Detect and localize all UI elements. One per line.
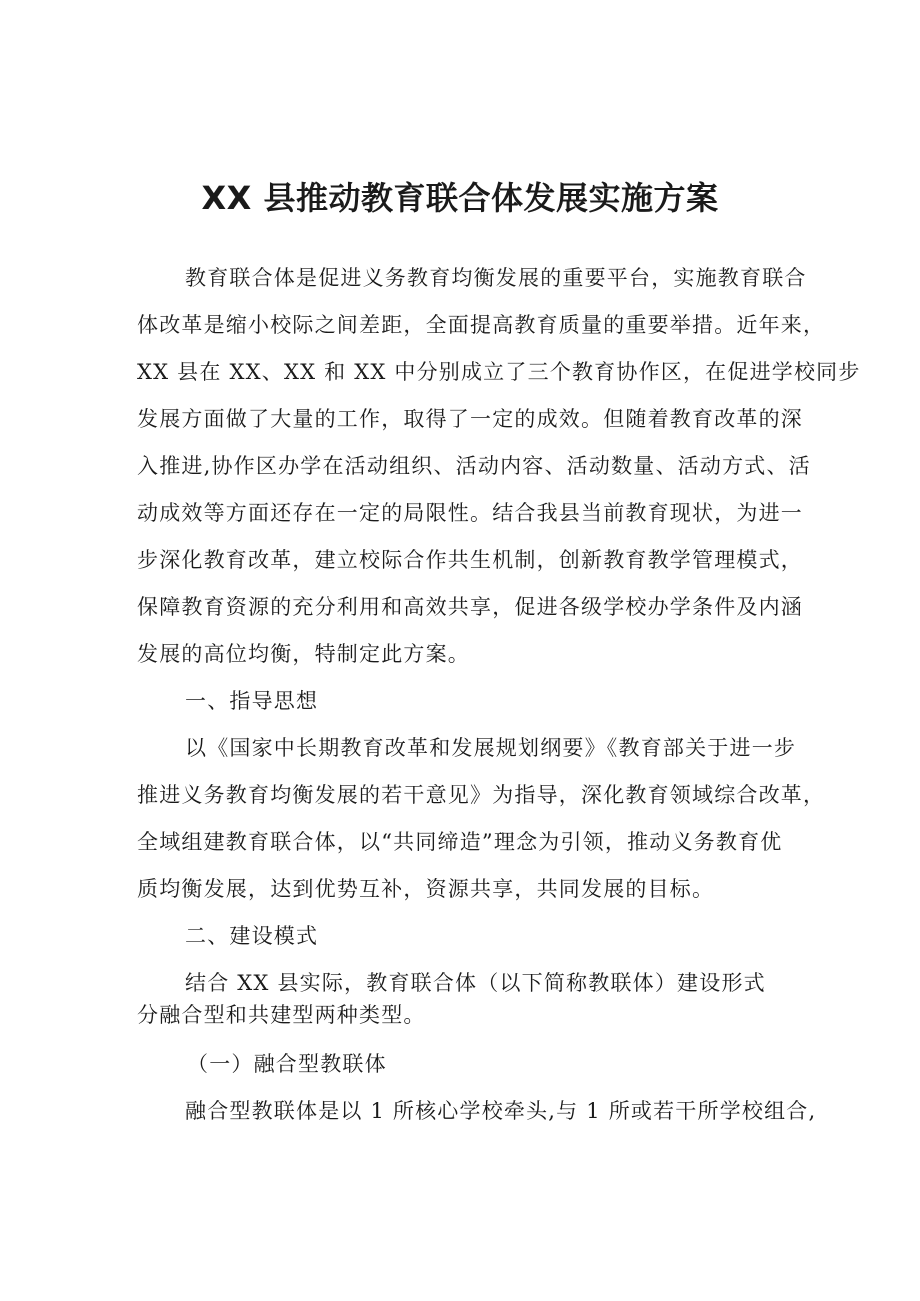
intro-line-9: 发展的高位均衡，特制定此方案。 [137,642,470,666]
mode-line-1: 结合 XX 县实际，教育联合体（以下简称教联体）建设形式 [185,971,766,995]
subsection-heading-integrated: （一）融合型教联体 [187,1052,387,1076]
guiding-line-3: 全域组建教育联合体，以“共同缔造”理念为引领，推动义务教育优 [137,830,783,854]
intro-line-6: 动成效等方面还存在一定的局限性。结合我县当前教育现状，为进一 [137,501,803,525]
document-title: XX 县推动教育联合体发展实施方案 [201,179,719,217]
integrated-line-1: 融合型教联体是以 1 所核心学校牵头,与 1 所或若干所学校组合, [185,1099,817,1123]
intro-line-3: XX 县在 XX、XX 和 XX 中分别成立了三个教育协作区，在促进学校同步 [137,360,861,384]
section-heading-construction-mode: 二、建设模式 [185,924,319,948]
intro-line-5: 入推进,协作区办学在活动组织、活动内容、活动数量、活动方式、活 [137,454,811,478]
guiding-line-4: 质均衡发展，达到优势互补，资源共享，共同发展的目标。 [137,877,715,901]
intro-line-8: 保障教育资源的充分利用和高效共享，促进各级学校办学条件及内涵 [137,595,803,619]
intro-line-4: 发展方面做了大量的工作，取得了一定的成效。但随着教育改革的深 [137,407,803,431]
intro-line-7: 步深化教育改革，建立校际合作共生机制，创新教育教学管理模式， [137,548,803,572]
intro-line-2: 体改革是缩小校际之间差距，全面提高教育质量的重要举措。近年来， [137,313,826,337]
guiding-line-2: 推进义务教育均衡发展的若干意见》为指导，深化教育领域综合改革， [137,783,826,807]
section-heading-guiding-ideology: 一、指导思想 [185,689,319,713]
intro-line-1: 教育联合体是促进义务教育均衡发展的重要平台，实施教育联合 [185,266,807,290]
guiding-line-1: 以《国家中长期教育改革和发展规划纲要》《教育部关于进一步 [185,736,797,760]
mode-line-2: 分融合型和共建型两种类型。 [137,1003,426,1027]
